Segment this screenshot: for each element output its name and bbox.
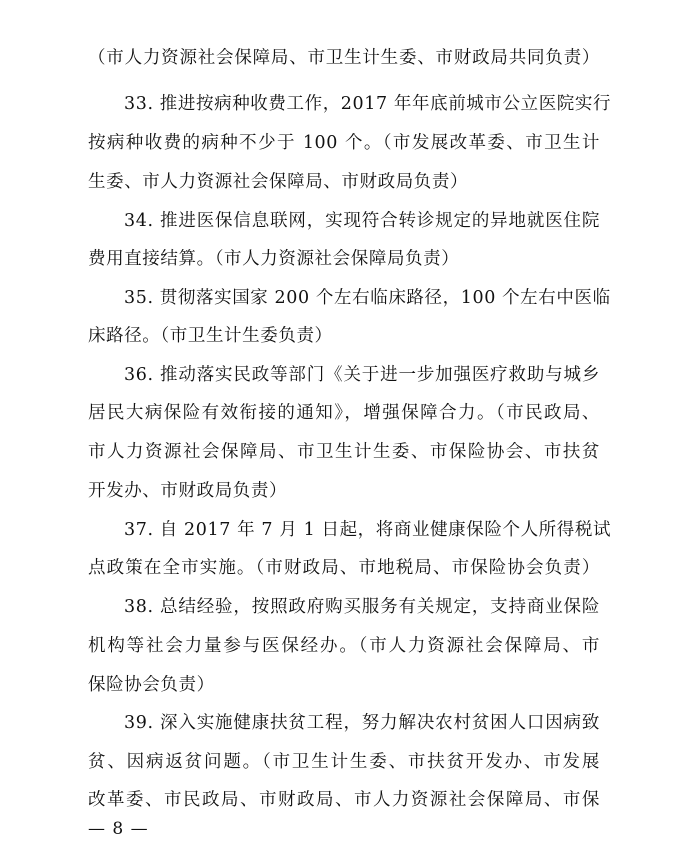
text-line: 35. 贯彻落实国家 200 个左右临床路径，100 个左右中医临 (124, 288, 611, 308)
text-line: 生委、市人力资源社会保障局、市财政局负责） (88, 172, 469, 192)
page-number: — 8 — (88, 819, 149, 839)
text-line: 床路径。（市卫生计生委负责） (88, 326, 333, 346)
text-line: （市人力资源社会保障局、市卫生计生委、市财政局共同负责） (88, 48, 600, 68)
text-line: 点政策在全市实施。（市财政局、市地税局、市保险协会负责） (88, 558, 600, 578)
text-line: 市人力资源社会保障局、市卫生计生委、市保险协会、市扶贫 (88, 442, 600, 462)
text-line: 费用直接结算。（市人力资源社会保障局负责） (88, 249, 460, 269)
text-line: 38. 总结经验，按照政府购买服务有关规定，支持商业保险 (124, 597, 600, 617)
text-line: 39. 深入实施健康扶贫工程，努力解决农村贫困人口因病致 (124, 713, 600, 733)
text-line: 改革委、市民政局、市财政局、市人力资源社会保障局、市保 (88, 790, 600, 810)
text-line: 保险协会负责） (88, 675, 215, 695)
text-line: 开发办、市财政局负责） (88, 481, 288, 501)
text-line: 贫、因病返贫问题。（市卫生计生委、市扶贫开发办、市发展 (88, 752, 600, 772)
text-line: 机构等社会力量参与医保经办。（市人力资源社会保障局、市 (88, 636, 600, 656)
text-line: 37. 自 2017 年 7 月 1 日起，将商业健康保险个人所得税试 (124, 520, 612, 540)
text-line: 34. 推进医保信息联网，实现符合转诊规定的异地就医住院 (124, 211, 600, 231)
text-line: 36. 推动落实民政等部门《关于进一步加强医疗救助与城乡 (124, 365, 600, 385)
text-line: 按病种收费的病种不少于 100 个。（市发展改革委、市卫生计 (88, 133, 600, 153)
text-line: 居民大病保险有效衔接的通知》，增强保障合力。（市民政局、 (88, 403, 600, 423)
text-line: 33. 推进按病种收费工作，2017 年年底前城市公立医院实行 (124, 94, 612, 114)
